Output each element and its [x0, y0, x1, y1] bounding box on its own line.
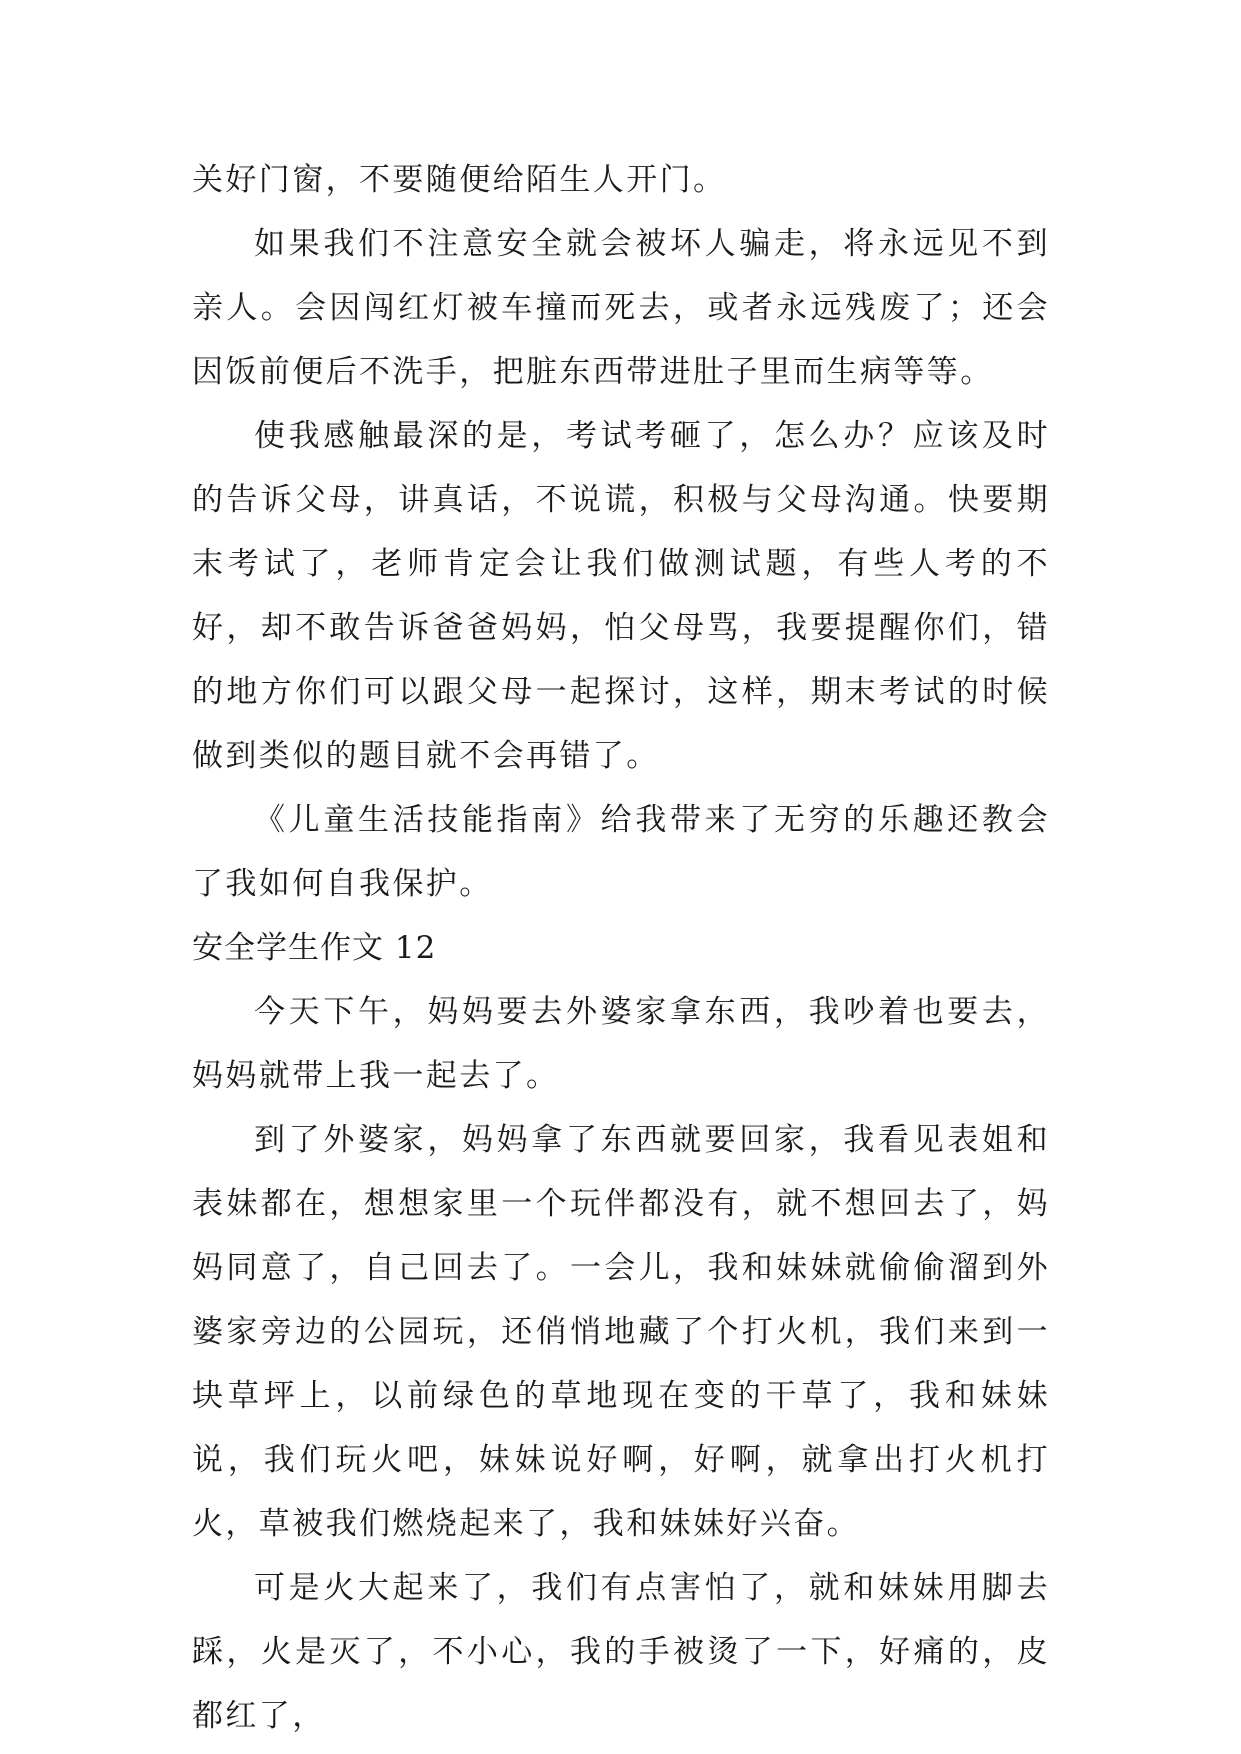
- paragraph: 如果我们不注意安全就会被坏人骗走，将永远见不到亲人。会因闯红灯被车撞而死去，或者永远残废了；还会因饭前便后不洗手，把脏东西带进肚子里而生病等等。: [192, 226, 1050, 390]
- paragraph: 关好门窗，不要随便给陌生人开门。: [192, 162, 727, 198]
- paragraph: 今天下午，妈妈要去外婆家拿东西，我吵着也要去，妈妈就带上我一起去了。: [192, 994, 1050, 1094]
- paragraph: 《儿童生活技能指南》给我带来了无穷的乐趣还教会了我如何自我保护。: [192, 802, 1050, 902]
- section-heading: 安全学生作文 12: [192, 930, 437, 966]
- document-body: [192, 148, 1050, 1748]
- paragraph: 可是火大起来了，我们有点害怕了，就和妹妹用脚去踩，火是灭了，不小心，我的手被烫了一下，好痛的，皮都红了，: [192, 1570, 1050, 1734]
- paragraph: 到了外婆家，妈妈拿了东西就要回家，我看见表姐和表妹都在，想想家里一个玩伴都没有，就不想回去了，妈妈同意了，自己回去了。一会儿，我和妹妹就偷偷溜到外婆家旁边的公园玩，还俏悄地藏了个打火机，我们来到一块草坪上，以前绿色的草地现在变的干草了，我和妹妹说，我们玩火吧，妹妹说好啊，好啊，就拿出打火机打火，草被我们燃烧起来了，我和妹妹好兴奋。: [192, 1122, 1050, 1542]
- paragraph: 使我感触最深的是，考试考砸了，怎么办？应该及时的告诉父母，讲真话，不说谎，积极与父母沟通。快要期末考试了，老师肯定会让我们做测试题，有些人考的不好，却不敢告诉爸爸妈妈，怕父母骂，我要提醒你们，错的地方你们可以跟父母一起探讨，这样，期末考试的时候做到类似的题目就不会再错了。: [192, 418, 1050, 774]
